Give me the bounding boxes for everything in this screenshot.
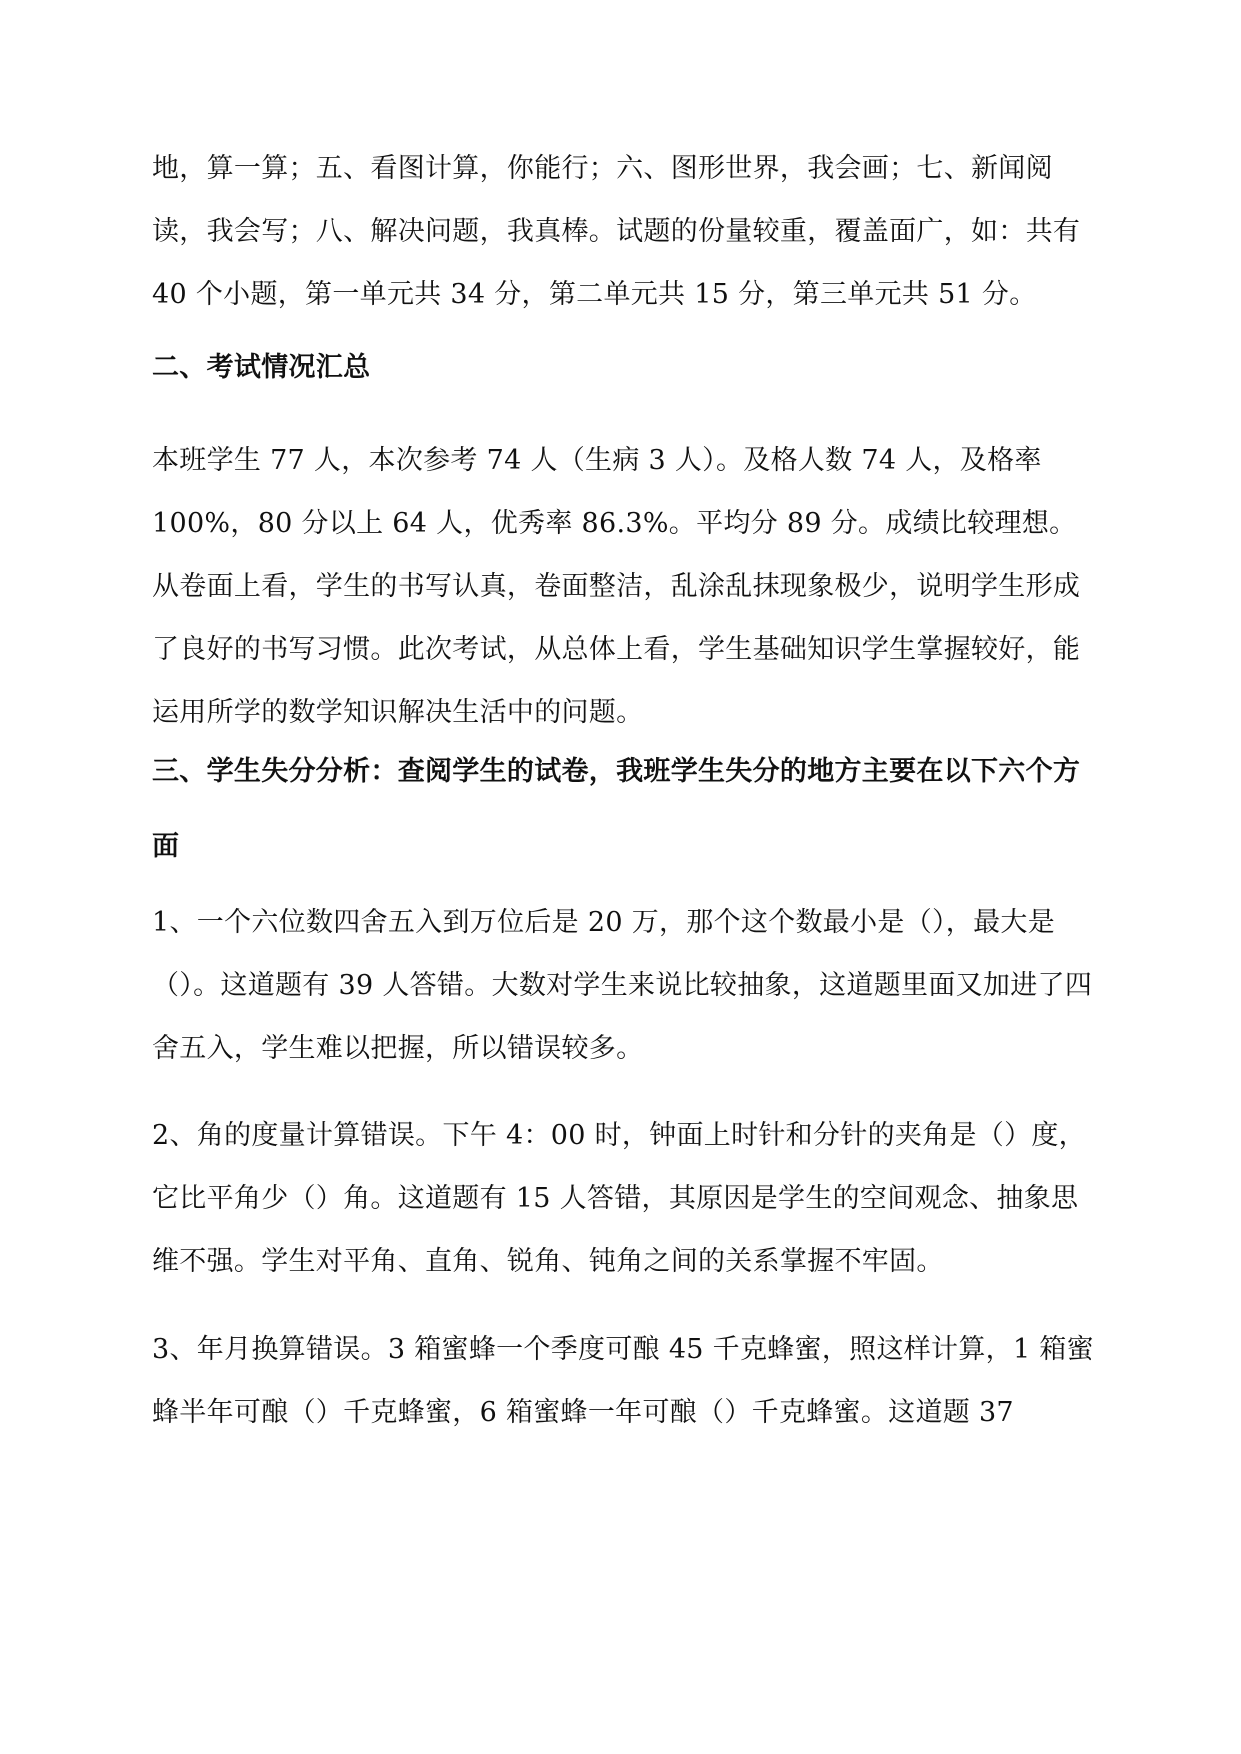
section-3-item-3-block xyxy=(152,1318,1094,1444)
section-3-item-2-block xyxy=(152,1104,1094,1293)
intro-paragraph-block xyxy=(152,137,1094,326)
section-3-item-3: 3、年月换算错误。3 箱蜜蜂一个季度可酿 45 千克蜂蜜，照这样计算，1 箱蜜蜂半年可酿（）千克蜂蜜，6 箱蜜蜂一年可酿（）千克蜂蜜。这道题 37 xyxy=(152,1334,1094,1428)
intro-paragraph: 地，算一算；五、看图计算，你能行；六、图形世界，我会画；七、新闻阅读，我会写；八、解决问题，我真棒。试题的份量较重，覆盖面广，如：共有 40 个小题，第一单元共 34 分，第二单元共 15 分，第三单元共 51 分。 xyxy=(152,153,1081,310)
section-3-item-1-block xyxy=(152,891,1094,1080)
section-3-item-1: 1、一个六位数四舍五入到万位后是 20 万，那个这个数最小是（），最大是（）。这道题有 39 人答错。大数对学生来说比较抽象，这道题里面又加进了四舍五入，学生难以把握，所以错误较多。 xyxy=(152,907,1093,1064)
section-3-heading: 三、学生失分分析：查阅学生的试卷，我班学生失分的地方主要在以下六个方面 xyxy=(152,756,1081,862)
section-2-body-block xyxy=(152,429,1094,744)
section-2-heading-block xyxy=(152,330,1094,405)
section-2-body: 本班学生 77 人，本次参考 74 人（生病 3 人）。及格人数 74 人，及格率 100%，80 分以上 64 人，优秀率 86.3%。平均分 89 分。成绩比较理想。从卷面上看，学生的书写认真，卷面整洁，乱涂乱抹现象极少，说明学生形成了良好的书写习惯。此次考试，从总体上看，学生基础知识学生掌握较好，能运用所学的数学知识解决生活中的问题。 xyxy=(152,445,1081,728)
section-2-heading: 二、考试情况汇总 xyxy=(152,352,371,383)
section-3-item-2: 2、角的度量计算错误。下午 4：00 时，钟面上时针和分针的夹角是（）度，它比平角少（）角。这道题有 15 人答错，其原因是学生的空间观念、抽象思维不强。学生对平角、直角、锐角、钝角之间的关系掌握不牢固。 xyxy=(152,1120,1086,1277)
section-3-heading-block xyxy=(152,734,1094,884)
